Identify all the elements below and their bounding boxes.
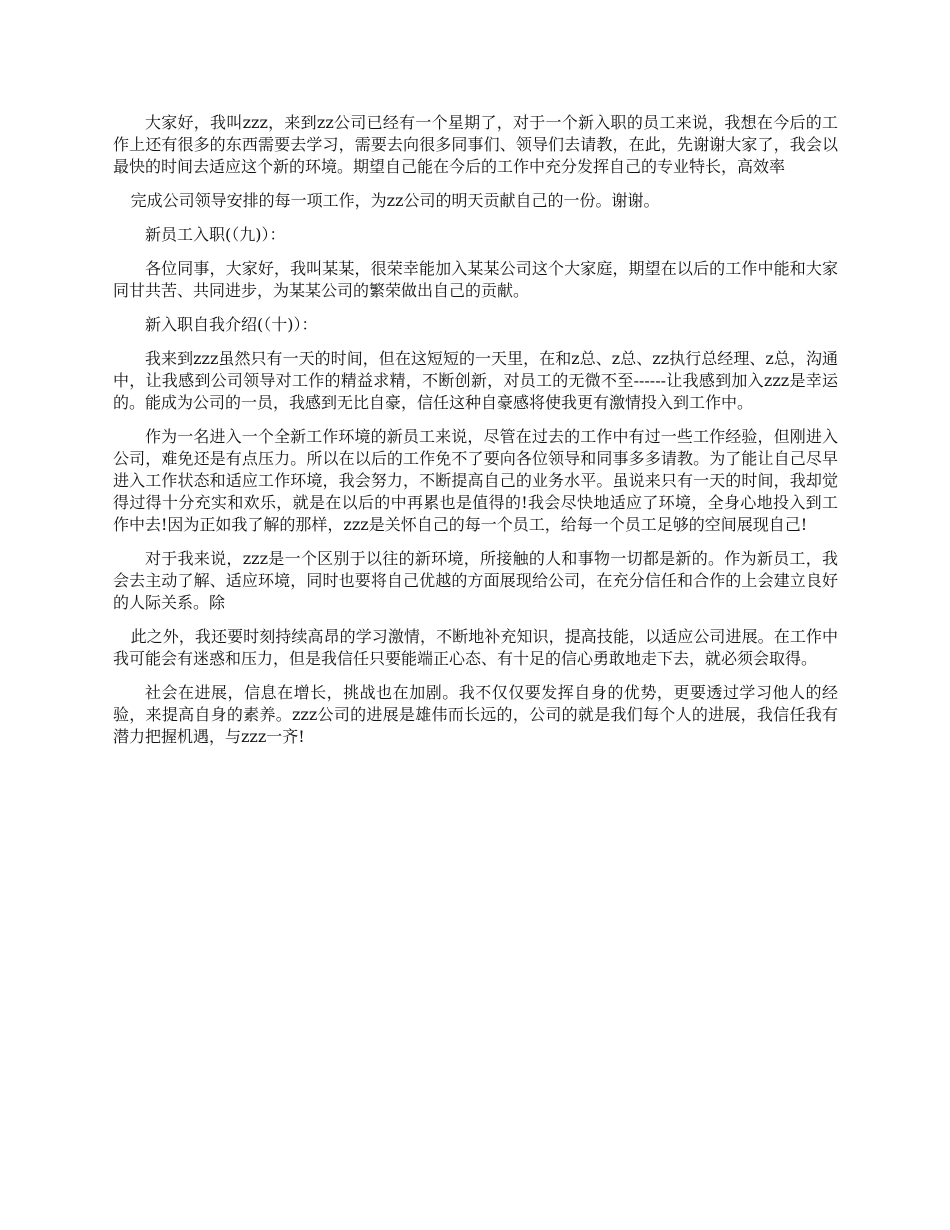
paragraph-first-day: 我来到zzz虽然只有一天的时间，但在这短短的一天里，在和z总、z总、zz执行总经理、z总，沟通中，让我感到公司领导对工作的精益求精，不断创新，对员工的无微不至------让我感到加入zzz是幸运的。能成为公司的一员，我感到无比自豪，信任这种自豪感将使我更有激情投入到工作中。: [113, 349, 838, 412]
paragraph-thanks: 完成公司领导安排的每一项工作，为zz公司的明天贡献自己的一份。谢谢。: [130, 191, 660, 210]
paragraph-relationships: 对于我来说，zzz是一个区别于以往的新环境，所接触的人和事物一切都是新的。作为新员工，我会去主动了解、适应环境，同时也要将自己优越的方面展现给公司，在充分信任和合作的上会建立良好的人际关系。除: [113, 549, 838, 612]
paragraph-greeting: 各位同事，大家好，我叫某某，很荣幸能加入某某公司这个大家庭，期望在以后的工作中能和大家同甘共苦、共同进步，为某某公司的繁荣做出自己的贡献。: [113, 259, 838, 300]
section-heading-10: 新入职自我介绍(（十)）：: [145, 315, 318, 334]
section-heading-9: 新员工入职(（九)）：: [145, 225, 286, 244]
paragraph-intro: 大家好，我叫zzz，来到zz公司已经有一个星期了，对于一个新入职的员工来说，我想在今后的工作上还有很多的东西需要去学习，需要去向很多同事们、领导们去请教，在此，先谢谢大家了，我会以最快的时间去适应这个新的环境。期望自己能在今后的工作中充分发挥自己的专业特长，高效率: [113, 113, 838, 176]
paragraph-closing: 社会在进展，信息在增长，挑战也在加剧。我不仅仅要发挥自身的优势，更要透过学习他人的经验，来提高自身的素养。zzz公司的进展是雄伟而长远的，公司的就是我们每个人的进展，我信任我有潜力把握机遇，与zzz一齐!: [113, 683, 838, 746]
paragraph-new-environment: 作为一名进入一个全新工作环境的新员工来说，尽管在过去的工作中有过一些工作经验，但刚进入公司，难免还是有点压力。所以在以后的工作免不了要向各位领导和同事多多请教。为了能让自己尽早进入工作状态和适应工作环境，我会努力，不断提高自己的业务水平。虽说来只有一天的时间，我却觉得过得十分充实和欢乐，就是在以后的中再累也是值得的!我会尽快地适应了环境，全身心地投入到工作中去!因为正如我了解的那样，zzz是关怀自己的每一个员工，给每一个员工足够的空间展现自己!: [113, 427, 838, 534]
paragraph-learning: 此之外，我还要时刻持续高昂的学习激情，不断地补充知识，提高技能，以适应公司进展。在工作中我可能会有迷惑和压力，但是我信任只要能端正心态、有十足的信心勇敢地走下去，就必须会取得。: [113, 627, 838, 668]
document-body: [113, 112, 838, 760]
